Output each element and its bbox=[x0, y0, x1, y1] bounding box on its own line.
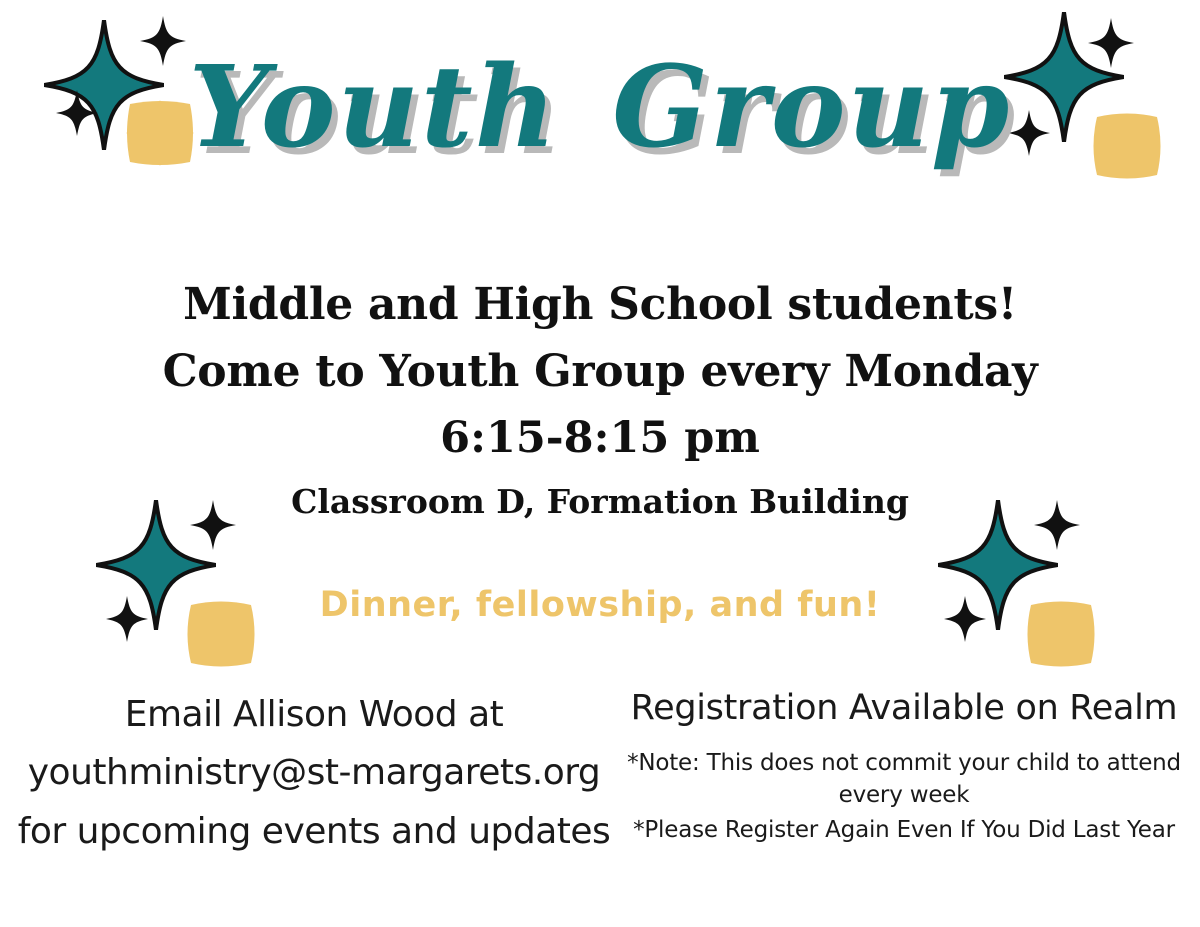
flyer-details bbox=[0, 272, 1200, 529]
headline-line-1: Middle and High School students! bbox=[183, 279, 1017, 330]
registration-note-2: *Please Register Again Even If You Did Last Year bbox=[633, 817, 1175, 844]
event-tagline: Dinner, fellowship, and fun! bbox=[319, 585, 881, 625]
registration-heading: Registration Available on Realm bbox=[630, 688, 1178, 728]
flyer-footer bbox=[0, 686, 1200, 861]
headline-line-2: Come to Youth Group every Monday bbox=[162, 345, 1038, 397]
contact-email: youthministry@st-margarets.org bbox=[27, 752, 601, 794]
flyer-title-text: Youth Group bbox=[188, 42, 1012, 173]
registration-block bbox=[624, 686, 1184, 847]
flyer-title bbox=[0, 38, 1200, 178]
contact-line-3: for upcoming events and updates bbox=[17, 810, 611, 852]
contact-line-1: Email Allison Wood at bbox=[124, 694, 504, 735]
event-time: 6:15-8:15 pm bbox=[440, 412, 760, 463]
registration-note-1: *Note: This does not commit your child to attend every week bbox=[627, 749, 1181, 809]
event-location: Classroom D, Formation Building bbox=[291, 482, 909, 522]
contact-block bbox=[0, 686, 624, 861]
